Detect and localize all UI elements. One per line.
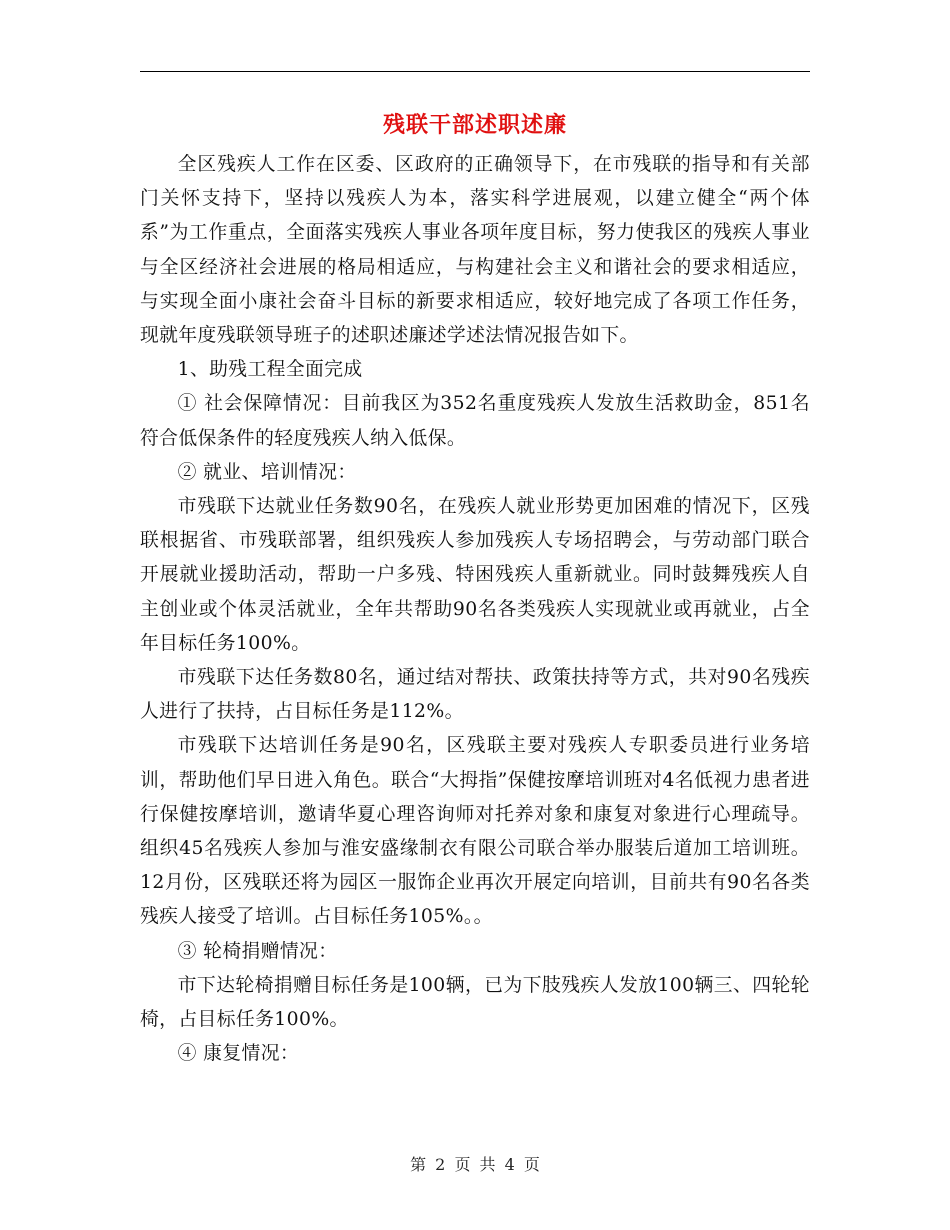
employment-paragraph: 市残联下达就业任务数90名，在残疾人就业形势更加困难的情况下，区残联根据省、市残联部署，组织残疾人参加残疾人专场招聘会，与劳动部门联合开展就业援助活动，帮助一户多残、特困残疾人重新就业。同时鼓舞残疾人自主创业或个体灵活就业，全年共帮助90名各类残疾人实现就业或再就业，占全年目标任务100%。 [140,496,810,654]
rehabilitation-heading: ④ 康复情况： [177,1043,300,1065]
intro-paragraph: 全区残疾人工作在区委、区政府的正确领导下，在市残联的指导和有关部门关怀支持下，坚持以残疾人为本，落实科学进展观，以建立健全“两个体系”为工作重点，全面落实残疾人事业各项年度目标，努力使我区的残疾人事业与全区经济社会进展的格局相适应，与构建社会主义和谐社会的要求相适应，与实现全面小康社会奋斗目标的新要求相适应，较好地完成了各项工作任务，现就年度残联领导班子的述职述廉述学述法情况报告如下。 [140,154,810,347]
support-paragraph: 市残联下达任务数80名，通过结对帮扶、政策扶持等方式，共对90名残疾人进行了扶持，占目标任务是112%。 [140,667,810,723]
training-paragraph: 市残联下达培训任务是90名，区残联主要对残疾人专职委员进行业务培训，帮助他们早日进入角色。联合“大拇指”保健按摩培训班对4名低视力患者进行保健按摩培训，邀请华夏心理咨询师对托养对象和康复对象进行心理疏导。组织45名残疾人参加与淮安盛缘制衣有限公司联合举办服装后道加工培训班。12月份，区残联还将为园区一服饰企业再次开展定向培训，目前共有90名各类残疾人接受了培训。占目标任务105%。。 [140,735,810,928]
wheelchair-heading: ③ 轮椅捐赠情况： [177,940,338,962]
page-footer: 第 2 页 共 4 页 [410,1155,540,1174]
document-body [140,148,810,1071]
header-rule [140,71,810,72]
wheelchair-paragraph: 市下达轮椅捐赠目标任务是100辆，已为下肢残疾人发放100辆三、四轮轮椅，占目标任务100%。 [140,974,810,1031]
employment-heading: ② 就业、培训情况： [177,461,357,483]
document-title: 残联干部述职述廉 [382,112,567,138]
social-security-paragraph: ① 社会保障情况：目前我区为352名重度残疾人发放生活救助金，851名符合低保条件的轻度残疾人纳入低保。 [140,393,810,449]
section-heading: 1、助残工程全面完成 [177,359,363,381]
